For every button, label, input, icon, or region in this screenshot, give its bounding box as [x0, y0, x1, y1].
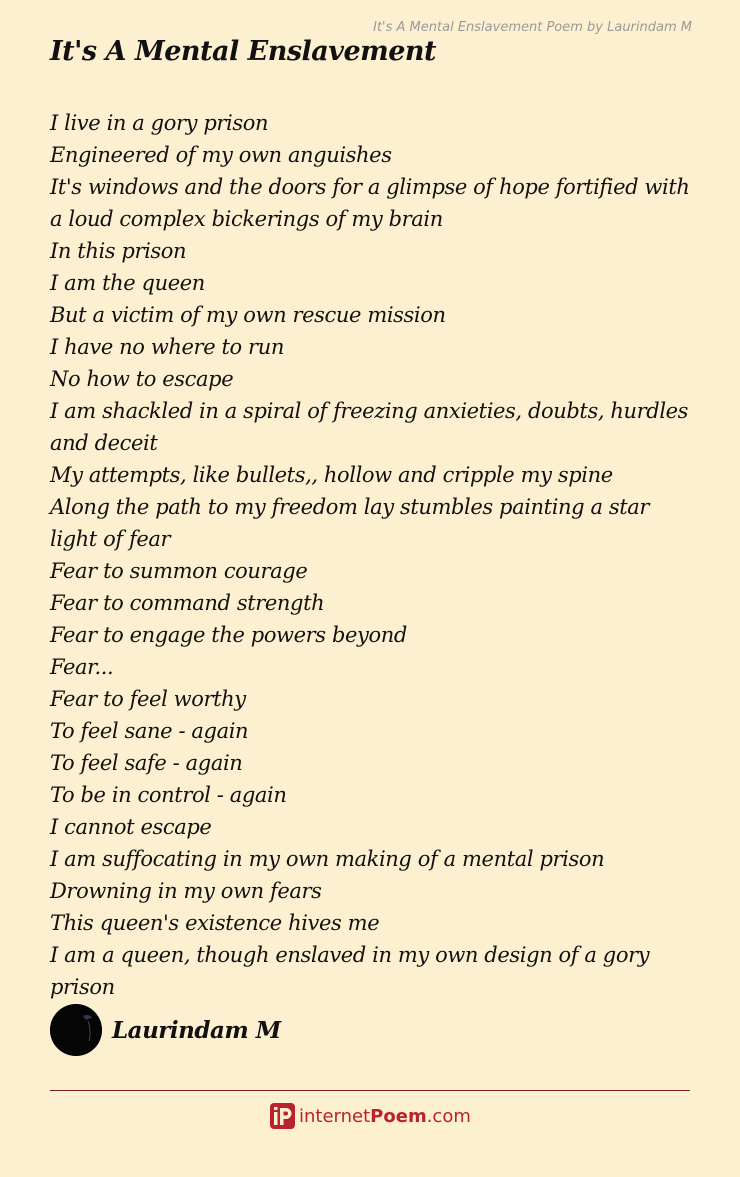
logo-wordmark — [299, 1106, 471, 1127]
poem-line: Fear... — [50, 655, 114, 679]
footer-logo[interactable] — [270, 1102, 471, 1130]
poem-line: Drowning in my own fears — [50, 879, 322, 903]
ip-logo-icon — [270, 1103, 295, 1129]
author-avatar-icon — [50, 1004, 102, 1056]
poem-line: I live in a gory prison — [50, 111, 269, 135]
author-avatar[interactable] — [50, 1004, 102, 1056]
logo-strong: Poem — [370, 1105, 427, 1127]
poem-line: I am shackled in a spiral of freezing anxieties, doubts, hurdles and deceit — [50, 399, 689, 455]
logo-prefix: internet — [299, 1105, 371, 1127]
author-block[interactable] — [50, 1004, 281, 1056]
poem-line: My attempts, like bullets,, hollow and cripple my spine — [50, 463, 613, 487]
poem-line: I am a queen, though enslaved in my own design of a gory prison — [50, 943, 650, 999]
poem-line: I am suffocating in my own making of a mental prison — [50, 847, 605, 871]
poem-line: No how to escape — [50, 367, 234, 391]
poem-line: I am the queen — [50, 271, 205, 295]
poem-line: Fear to engage the powers beyond — [50, 623, 407, 647]
poem-line: To feel safe - again — [50, 751, 243, 775]
logo-suffix: .com — [426, 1105, 471, 1127]
poem-body — [50, 107, 690, 1003]
poem-line: Fear to feel worthy — [50, 687, 246, 711]
poem-line: In this prison — [50, 239, 187, 263]
poem-line: Engineered of my own anguishes — [50, 143, 392, 167]
poem-line: I have no where to run — [50, 335, 284, 359]
poem-title: It's A Mental Enslavement — [50, 36, 437, 67]
poem-line: I cannot escape — [50, 815, 212, 839]
poem-line: This queen's existence hives me — [50, 911, 380, 935]
poem-line: Along the path to my freedom lay stumbles painting a star light of fear — [50, 495, 650, 551]
poem-line: But a victim of my own rescue mission — [50, 303, 446, 327]
author-name[interactable]: Laurindam M — [112, 1016, 281, 1044]
footer-divider — [50, 1090, 690, 1091]
poem-line: It's windows and the doors for a glimpse of hope fortified with a loud complex bickerings of my brain — [50, 175, 690, 231]
poem-line: To be in control - again — [50, 783, 287, 807]
header-meta: It's A Mental Enslavement Poem by Laurindam M — [373, 20, 692, 35]
poem-line: Fear to command strength — [50, 591, 325, 615]
poem-line: Fear to summon courage — [50, 559, 308, 583]
poem-line: To feel sane - again — [50, 719, 249, 743]
